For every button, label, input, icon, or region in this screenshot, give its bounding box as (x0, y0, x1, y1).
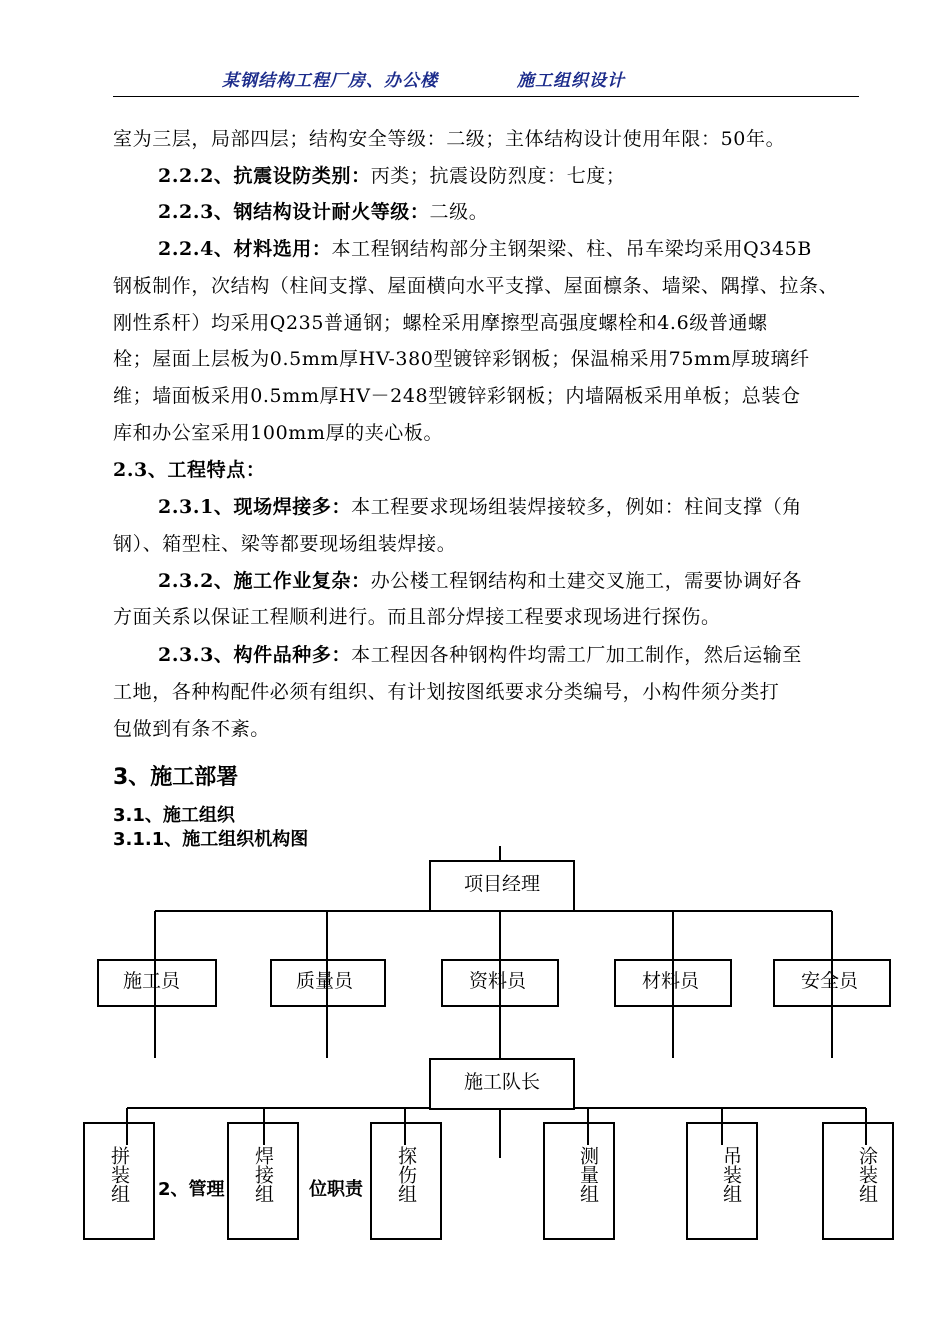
paragraph-2-3-2 (158, 566, 802, 593)
org-box-level2: 质量员 (270, 959, 386, 1007)
paragraph-line: 栓；屋面上层板为0.5mm厚HV-380型镀锌彩钢板；保温棉采用75mm厚玻璃纤 (113, 348, 810, 370)
org-box-level2: 材料员 (614, 959, 732, 1007)
paragraph-2-2-4 (158, 234, 812, 261)
label: 2.3.3、构件品种多： (158, 644, 352, 666)
label: 2.2.2、抗震设防类别： (158, 165, 371, 187)
org-box-mid: 施工队长 (429, 1058, 575, 1110)
org-box-level2: 施工员 (97, 959, 217, 1007)
paragraph-line: 室为三层，局部四层；结构安全等级：二级；主体结构设计使用年限：50年。 (113, 128, 786, 150)
paragraph-2-2-3 (158, 197, 488, 224)
paragraph-line: 刚性系杆）均采用Q235普通钢；螺栓采用摩擦型高强度螺栓和4.6级普通螺 (113, 312, 768, 334)
text: 二级。 (429, 201, 489, 223)
text: 本工程钢结构部分主钢架梁、柱、吊车梁均采用Q345B (331, 238, 812, 260)
text: 本工程因各种钢构件均需工厂加工制作，然后运输至 (351, 644, 802, 666)
fragment-text: 2、管理 (158, 1179, 225, 1200)
org-box-level2: 安全员 (773, 959, 891, 1007)
section-3-1-heading: 3.1、施工组织 (113, 805, 235, 826)
org-box-level3: 拼装组 (83, 1122, 155, 1240)
text: 丙类；抗震设防烈度：七度； (370, 165, 626, 187)
paragraph-2-2-2 (158, 161, 626, 188)
org-box-level3: 涂装组 (822, 1122, 894, 1240)
label: 2.2.4、材料选用： (158, 238, 332, 260)
paragraph-line: 库和办公室采用100mm厚的夹心板。 (113, 422, 444, 444)
header-rule (113, 96, 859, 97)
section-2-3-heading: 2.3、工程特点： (113, 459, 266, 481)
text: 本工程要求现场组装焊接较多，例如：柱间支撑（角 (351, 496, 802, 518)
org-box-level3: 探伤组 (370, 1122, 442, 1240)
section-3-1-1-heading: 3.1.1、施工组织机构图 (113, 829, 309, 850)
label: 2.3.2、施工作业复杂： (158, 570, 371, 592)
paragraph-line: 维；墙面板采用0.5mm厚HV－248型镀锌彩钢板；内墙隔板采用单板；总装仓 (113, 385, 801, 407)
fragment-text: 位职责 (309, 1179, 363, 1200)
org-box-level3: 测量组 (543, 1122, 615, 1240)
header-title (222, 66, 625, 91)
label: 2.2.3、钢结构设计耐火等级： (158, 201, 430, 223)
org-box-level2: 资料员 (441, 959, 559, 1007)
section-3-heading: 3、施工部署 (113, 765, 239, 790)
paragraph-2-3-1 (158, 492, 802, 519)
header-left: 某钢结构工程厂房、办公楼 (222, 71, 438, 91)
label: 2.3.1、现场焊接多： (158, 496, 352, 518)
paragraph-line: 钢）、箱型柱、梁等都要现场组装焊接。 (113, 533, 457, 555)
paragraph-line: 钢板制作，次结构（柱间支撑、屋面横向水平支撑、屋面檩条、墙梁、隅撑、拉条、 (113, 275, 839, 297)
paragraph-line: 包做到有条不紊。 (113, 718, 270, 740)
org-box-top: 项目经理 (429, 860, 575, 912)
paragraph-2-3-3 (158, 640, 802, 667)
org-box-level3: 吊装组 (686, 1122, 758, 1240)
org-box-level3: 焊接组 (227, 1122, 299, 1240)
header-right: 施工组织设计 (517, 71, 625, 91)
paragraph-line: 工地，各种构配件必须有组织、有计划按图纸要求分类编号，小构件须分类打 (113, 681, 780, 703)
text: 办公楼工程钢结构和土建交叉施工，需要协调好各 (370, 570, 802, 592)
paragraph-line: 方面关系以保证工程顺利进行。而且部分焊接工程要求现场进行探伤。 (113, 606, 721, 628)
